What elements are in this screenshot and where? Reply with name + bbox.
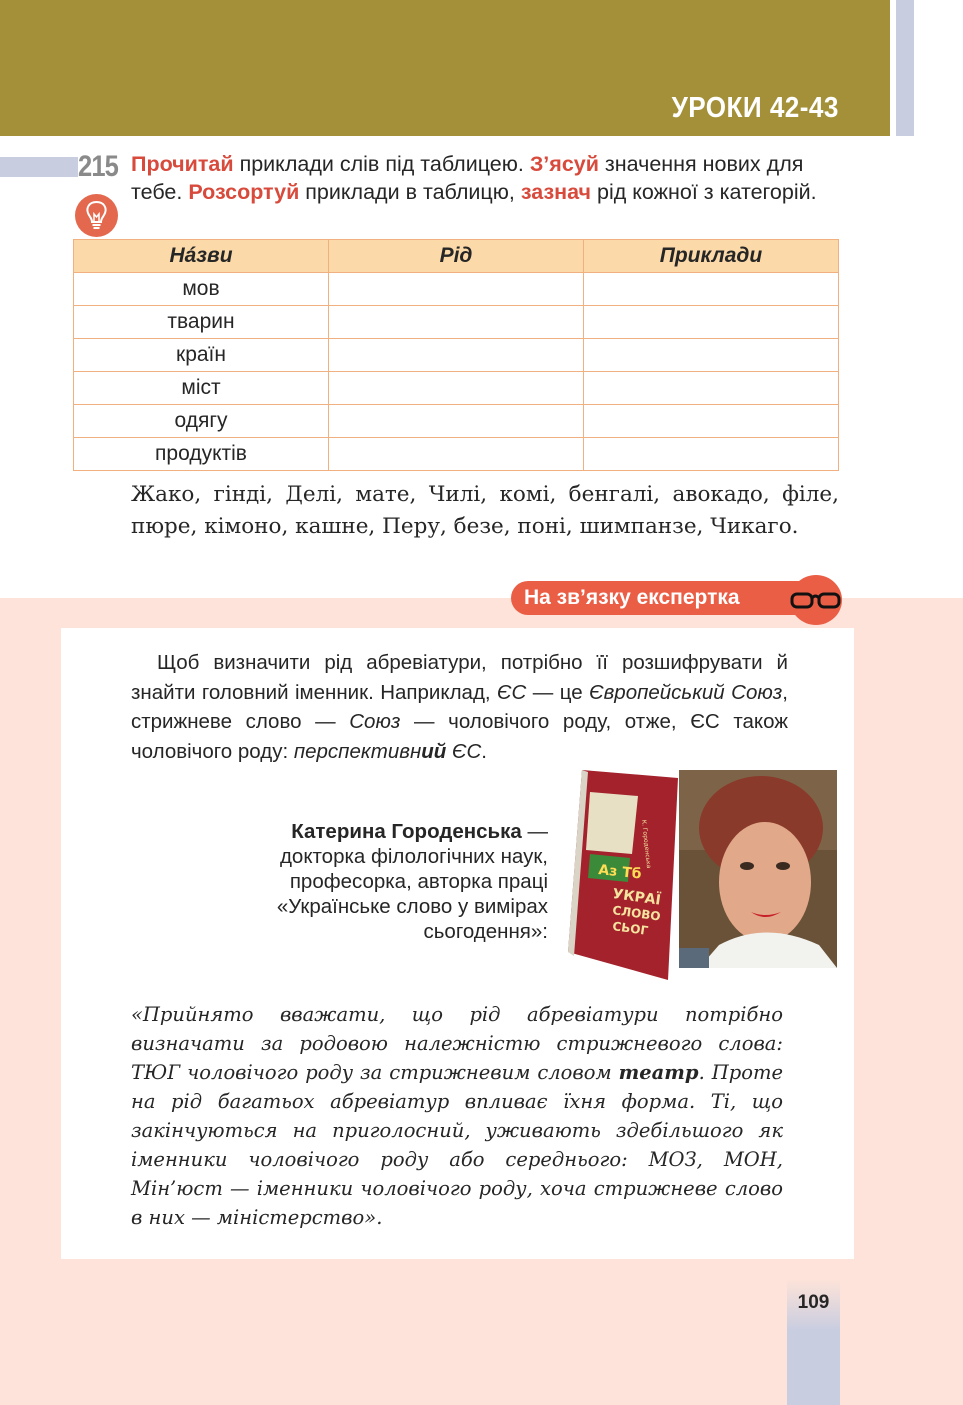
task-verb: З’ясуй (529, 152, 599, 176)
task-text: приклади в таблицю, (299, 180, 521, 204)
gender-cell[interactable] (329, 273, 584, 306)
table-row (74, 306, 839, 339)
exercise-number: 215 (78, 150, 119, 183)
table-row (74, 273, 839, 306)
task-verb: Прочитай (131, 152, 234, 176)
expert-quote (131, 1000, 783, 1232)
rule-text-segment: , стрижневе слово — (131, 680, 788, 733)
examples-cell[interactable] (584, 306, 839, 339)
rule-text-segment: . (481, 739, 487, 763)
quote-text-segment: театр (618, 1061, 699, 1084)
gender-cell[interactable] (329, 306, 584, 339)
page-number: 109 (797, 1292, 830, 1313)
book-cover-image (568, 770, 678, 980)
examples-cell[interactable] (584, 372, 839, 405)
abbreviation-rule (131, 648, 788, 766)
rule-text-segment: ЄС (446, 739, 482, 763)
exercise-stripe (0, 157, 78, 177)
author-description: — докторка філологічних наук, професорка, авторка праці «Українське слово у вимірах сьогодення»: (276, 820, 548, 943)
rule-text-segment: ий (421, 739, 447, 763)
task-verb: зазнач (520, 180, 592, 204)
book-title-line: СЬОГ (611, 919, 649, 938)
column-header: Приклади (584, 240, 839, 273)
gender-cell[interactable] (329, 438, 584, 471)
gender-cell[interactable] (329, 372, 584, 405)
book-author-line: К. Городенська (640, 819, 653, 869)
author-photo (679, 770, 837, 968)
category-name: мов (74, 273, 329, 306)
table-header-row (74, 240, 839, 273)
glasses-icon (790, 575, 842, 625)
rule-text-segment: Щоб визначити рід абревіатури, потрібно її розшифрувати й знайти головний іменник. Наприклад, (131, 651, 788, 704)
book-title-line: СЛОВО (611, 903, 662, 924)
categories-table (73, 239, 839, 471)
lesson-title: УРОКИ 42-43 (671, 92, 839, 124)
quote-text-segment: «Прийнято вважати, що рід абревіатури потрібно визначати за родовою належністю стрижневого слова: ТЮГ чоловічого роду за стрижневим словом (131, 1003, 783, 1084)
rule-text-segment: Союз (349, 710, 401, 733)
lightbulb-icon (75, 194, 118, 237)
header-side-stripe (896, 0, 914, 136)
category-name: продуктів (74, 438, 329, 471)
category-name: міст (74, 372, 329, 405)
task-text: рід кожної з категорій. (591, 180, 817, 204)
category-name: тварин (74, 306, 329, 339)
author-name: Катерина Городенська (291, 820, 522, 843)
book-title-line: УКРАЇ (611, 886, 662, 909)
examples-cell[interactable] (584, 273, 839, 306)
rule-text-segment: перспективн (293, 739, 422, 763)
exercise-task (131, 150, 836, 206)
table-row (74, 438, 839, 471)
quote-text-segment: . Проте на рід багатьох абревіатур впливає їхня форма. Ті, що закінчуються на приголосний, уживають здебільшого як іменники чоловічого роду або середнього: МОЗ, МОН, Мін’юст — іменники чоловічого роду, хоча стрижневе слово в них — міністерство». (131, 1061, 783, 1229)
svg-text:Аз Тб: Аз Тб (597, 862, 643, 883)
rule-text-segment: — чоловічого роду, отже, ЄС також чоловічого роду: (131, 710, 788, 763)
task-text: приклади слів під таблицею. (233, 152, 530, 176)
category-name: одягу (74, 405, 329, 438)
examples-cell[interactable] (584, 339, 839, 372)
gender-cell[interactable] (329, 405, 584, 438)
column-header: Рід (329, 240, 584, 273)
category-name: країн (74, 339, 329, 372)
column-header: Нáзви (74, 240, 329, 273)
author-bio (212, 819, 548, 944)
gender-cell[interactable] (329, 339, 584, 372)
example-words: Жако, гінді, Делі, мате, Чилі, комі, бенгалі, авокадо, філе, пюре, кімоно, кашне, Перу, безе, поні, шимпанзе, Чикаго. (131, 482, 839, 539)
expert-banner-label: На зв’язку експертка (524, 586, 740, 609)
task-verb: Розсортуй (188, 180, 300, 204)
rule-text-segment: — це (526, 680, 590, 704)
examples-cell[interactable] (584, 438, 839, 471)
rule-text-segment: Європейський Союз (589, 680, 783, 704)
rule-text-segment: ЄС (497, 680, 527, 704)
task-text: значення нових для тебе. (131, 152, 804, 204)
examples-cell[interactable] (584, 405, 839, 438)
table-row (74, 372, 839, 405)
table-row (74, 339, 839, 372)
table-row (74, 405, 839, 438)
